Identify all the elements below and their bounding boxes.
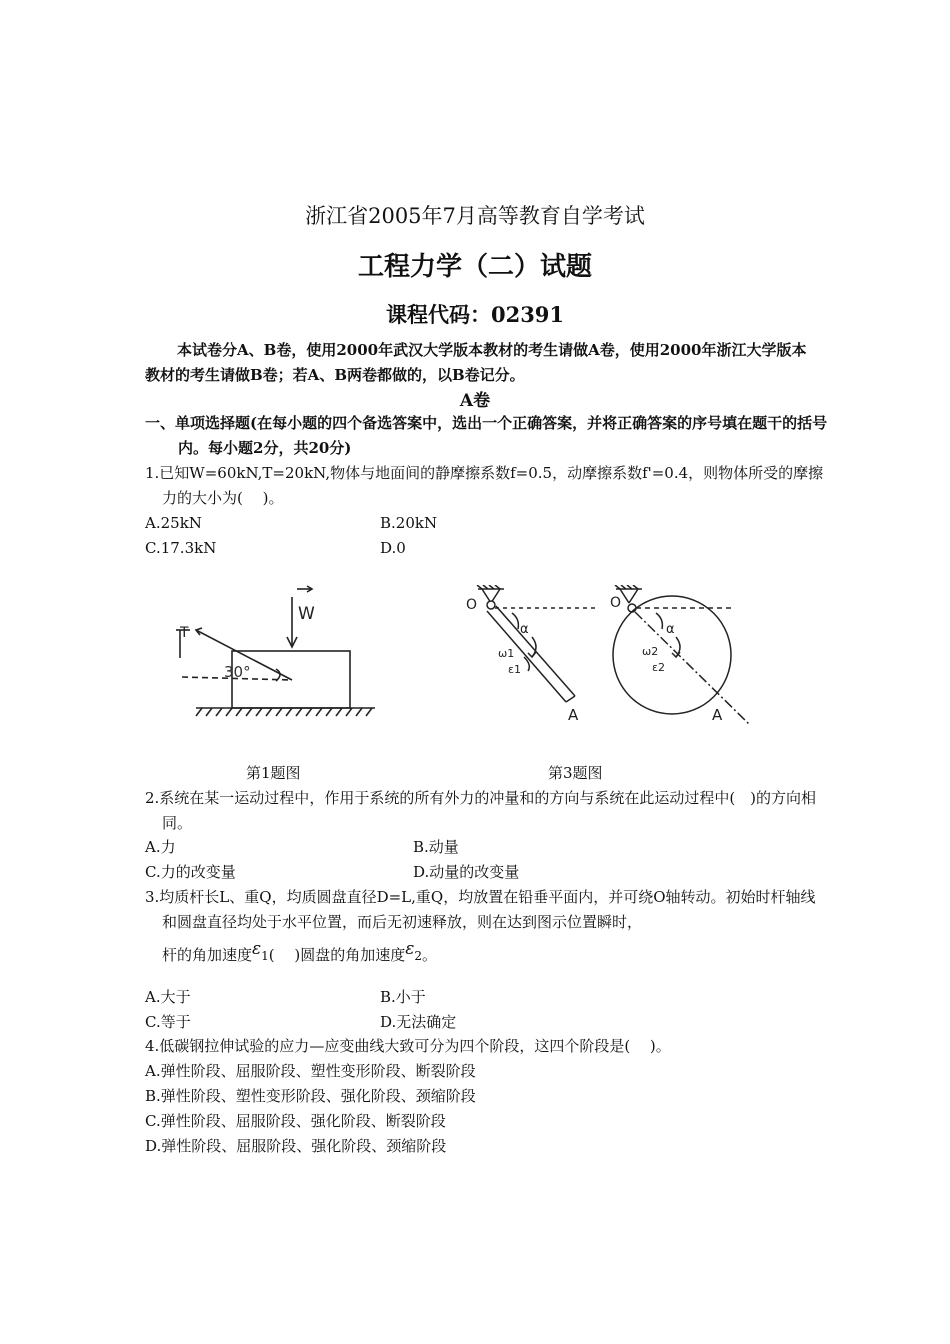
- option-a: A.25kN: [145, 514, 202, 532]
- option-d: D.动量的改变量: [413, 863, 520, 881]
- question-1-stem: 1.已知W=60kN,T=20kN,物体与地面间的静摩擦系数f=0.5，动摩擦系数f'=0.4，则物体所受的摩擦力的大小为( )。: [145, 464, 824, 507]
- fig1-label-t: T: [180, 625, 189, 641]
- instructions: 本试卷分A、B卷，使用2000年武汉大学版本教材的考生请做A卷，使用2000年浙江大学版本教材的考生请做B卷；若A、B两卷都做的，以B卷记分。: [145, 341, 807, 384]
- question-3-stem: 3.均质杆长L、重Q，均质圆盘直径D=L,重Q，均放置在铅垂平面内，并可绕O轴转动。初始时杆轴线和圆盘直径均处于水平位置，而后无初速释放，则在达到图示位置瞬时，: [145, 888, 816, 931]
- fig3-label-o-disk: O: [610, 595, 622, 611]
- figure-3-diagram: [460, 585, 760, 730]
- option-b: B.20kN: [380, 514, 438, 532]
- figure-1-diagram: [160, 585, 390, 725]
- option-d: D.弹性阶段、屈服阶段、强化阶段、颈缩阶段: [145, 1137, 447, 1155]
- fig3-label-eps2: ε2: [652, 661, 665, 674]
- option-c: C.等于: [145, 1013, 191, 1031]
- figure-3-caption: 第3题图: [548, 764, 603, 782]
- fig3-label-alpha-rod: α: [520, 622, 529, 637]
- fig3-label-a-disk: A: [712, 706, 723, 724]
- figure-1-caption: 第1题图: [246, 764, 301, 782]
- option-d: D.0: [380, 539, 406, 557]
- fig3-label-alpha-disk: α: [666, 622, 675, 637]
- course-code: 课程代码：02391: [385, 302, 565, 327]
- section-heading: 一、单项选择题(在每小题的四个备选答案中，选出一个正确答案，并将正确答案的序号填在题干的括号内。每小题2分，共20分): [145, 414, 828, 457]
- option-a: A.大于: [145, 988, 191, 1006]
- question-4-stem: 4.低碳钢拉伸试验的应力—应变曲线大致可分为四个阶段，这四个阶段是( )。: [145, 1037, 671, 1055]
- volume-label: A卷: [459, 391, 491, 411]
- fig3-label-a-rod: A: [568, 706, 579, 724]
- question-3-stem-cont: 杆的角加速度ε1( )圆盘的角加速度ε2。: [162, 939, 438, 964]
- exam-header: 浙江省2005年7月高等教育自学考试: [305, 204, 645, 228]
- option-b: B.动量: [413, 838, 459, 856]
- option-a: A.弹性阶段、屈服阶段、塑性变形阶段、断裂阶段: [145, 1062, 476, 1080]
- fig3-label-eps1: ε1: [508, 663, 521, 676]
- fig1-label-angle: 30°: [224, 663, 251, 681]
- option-c: C.弹性阶段、屈服阶段、强化阶段、断裂阶段: [145, 1112, 446, 1130]
- option-b: B.弹性阶段、塑性变形阶段、强化阶段、颈缩阶段: [145, 1087, 476, 1105]
- fig1-label-w: W: [298, 604, 315, 624]
- option-d: D.无法确定: [380, 1013, 457, 1031]
- option-a: A.力: [145, 838, 176, 856]
- fig3-label-omega2: ω2: [642, 645, 659, 658]
- fig3-label-omega1: ω1: [498, 647, 515, 660]
- epsilon-symbol: ε: [252, 939, 262, 959]
- question-2-stem: 2.系统在某一运动过程中，作用于系统的所有外力的冲量和的方向与系统在此运动过程中( )的方向相同。: [145, 789, 817, 832]
- option-c: C.力的改变量: [145, 863, 236, 881]
- epsilon-symbol: ε: [405, 939, 415, 959]
- fig3-label-o-rod: O: [466, 597, 478, 613]
- option-c: C.17.3kN: [145, 539, 217, 557]
- option-b: B.小于: [380, 988, 426, 1006]
- exam-title: 工程力学（二）试题: [357, 252, 592, 282]
